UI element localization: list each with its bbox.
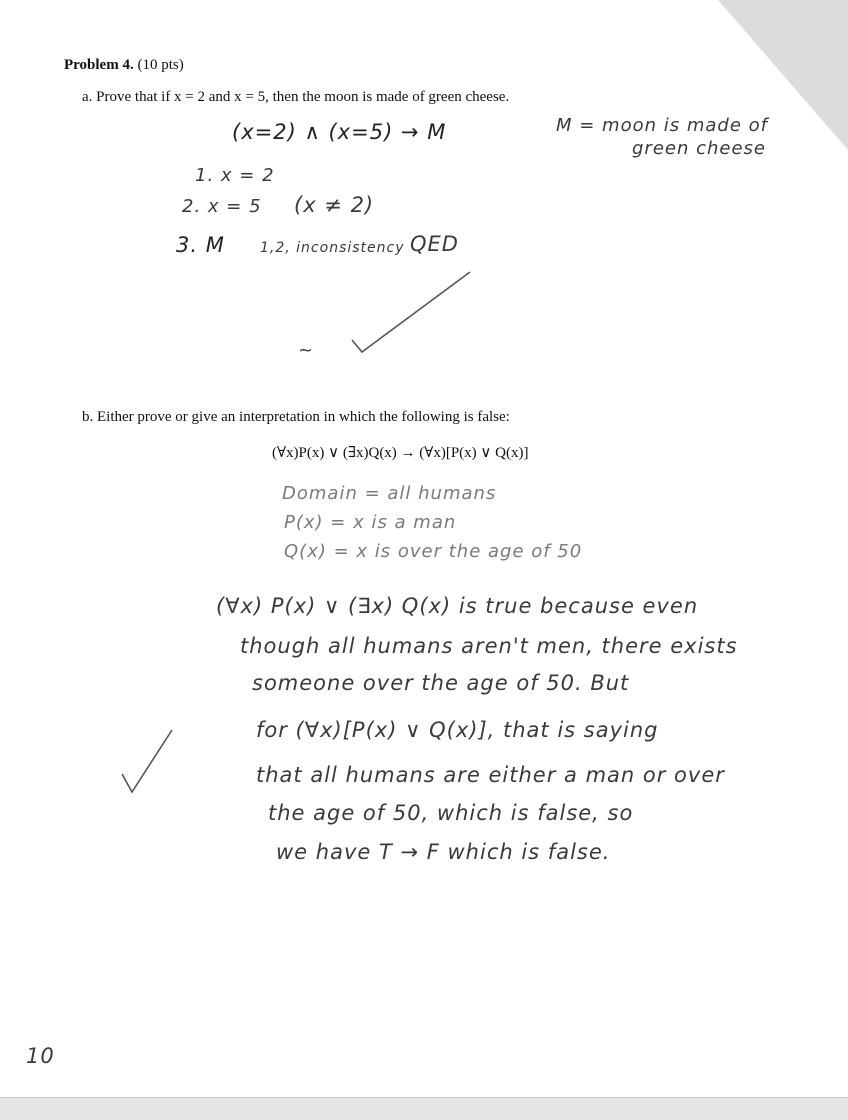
part-b-line-7: we have T → F which is false. xyxy=(276,840,611,864)
part-a-step2: 2. x = 5 xyxy=(182,196,262,217)
part-b-line-5: that all humans are either a man or over xyxy=(256,763,725,787)
part-b-prompt: b. Either prove or give an interpretation in which the following is false: xyxy=(82,409,510,425)
part-a-note-line2: green cheese xyxy=(632,138,767,159)
part-b-p-definition: P(x) = x is a man xyxy=(284,512,457,533)
part-b-domain: Domain = all humans xyxy=(282,483,497,504)
part-a-formula: (x=2) ∧ (x=5) → M xyxy=(232,120,447,144)
problem-label: Problem 4. xyxy=(64,57,134,73)
part-a-step3-reason: 1,2, inconsistency xyxy=(260,240,405,256)
problem-points: (10 pts) xyxy=(137,57,184,73)
part-a-qed: QED xyxy=(410,232,459,256)
part-b-formula: (∀x)P(x) ∨ (∃x)Q(x) → (∀x)[P(x) ∨ Q(x)] xyxy=(272,445,529,461)
problem-heading xyxy=(64,57,184,74)
part-a-step2-aside: (x ≠ 2) xyxy=(294,193,375,217)
scan-bottom-edge xyxy=(0,1097,848,1120)
part-a-step1: 1. x = 2 xyxy=(195,165,275,186)
part-b-line-2: though all humans aren't men, there exists xyxy=(240,634,738,658)
part-b-line-1: (∀x) P(x) ∨ (∃x) Q(x) is true because even xyxy=(216,594,699,618)
part-a-grader-mark: ~ xyxy=(298,340,315,361)
score-total: 10 xyxy=(26,1044,55,1068)
part-a-step3-number: 3. M xyxy=(176,233,225,257)
part-b-q-definition: Q(x) = x is over the age of 50 xyxy=(284,541,583,562)
grader-checkmark-b-icon xyxy=(118,728,178,798)
part-b-line-3: someone over the age of 50. But xyxy=(252,671,630,695)
part-a-prompt: a. Prove that if x = 2 and x = 5, then the moon is made of green cheese. xyxy=(82,89,510,105)
part-b-line-4: for (∀x)[P(x) ∨ Q(x)], that is saying xyxy=(256,718,659,742)
part-a-note-line1: M = moon is made of xyxy=(556,115,768,136)
part-b-line-6: the age of 50, which is false, so xyxy=(268,801,634,825)
grader-checkmark-a-icon xyxy=(340,270,480,360)
